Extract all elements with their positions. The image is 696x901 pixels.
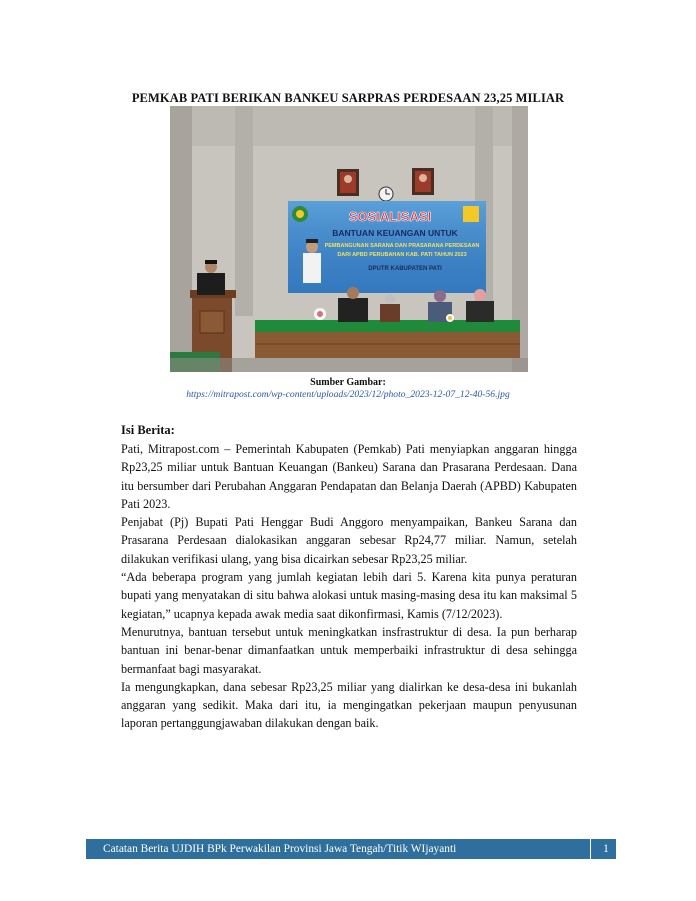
article-paragraph: Penjabat (Pj) Bupati Pati Henggar Budi Anggoro menyampaikan, Bankeu Sarana dan Prasarana Perdesaan dialokasikan anggaran sebesar Rp24,77 miliar. Namun, setelah dilakukan verifikasi ulang, yang bisa dicairkan sebesar Rp23,25 miliar. — [121, 515, 577, 566]
page-number: 1 — [603, 843, 609, 855]
article-paragraph: Ia mengungkapkan, dana sebesar Rp23,25 miliar yang dialirkan ke desa-desa ini bukanlah anggaran yang sedikit. Maka dari itu, ia mengingatkan pekerjaan maupun penyusunan laporan pertanggungjawaban dilakukan dengan baik. — [121, 679, 577, 731]
article-body — [121, 440, 577, 733]
document-title: PEMKAB PATI BERIKAN BANKEU SARPRAS PERDESAAN 23,25 MILIAR — [131, 91, 565, 105]
article-paragraph: Pati, Mitrapost.com – Pemerintah Kabupaten (Pemkab) Pati menyiapkan anggaran hingga Rp23,25 miliar untuk Bantuan Keuangan (Bankeu) Sarana dan Prasarana Perdesaan. Dana itu bersumber dari Perubahan Anggaran Pendapatan dan Belanja Daerah (APBD) Kabupaten Pati 2023. — [121, 442, 577, 511]
page-footer — [86, 839, 616, 859]
svg-text:SOSIALISASI: SOSIALISASI — [348, 209, 432, 224]
news-photo — [170, 106, 528, 372]
section-heading: Isi Berita: — [121, 423, 175, 437]
image-source-label: Sumber Gambar: — [310, 377, 386, 388]
svg-text:DPUTR KABUPATEN PATI: DPUTR KABUPATEN PATI — [368, 266, 442, 272]
article-paragraph: Menurutnya, bantuan tersebut untuk meningkatkan insfrastruktur di desa. Ia pun berharap bantuan ini benar-benar dimanfaatkan untuk memperbaiki infrastruktur di desa sehingga bermanfaat bagi masyarakat. — [121, 624, 577, 676]
footer-text: Catatan Berita UJDIH BPk Perwakilan Provinsi Jawa Tengah/Titik WIjayanti — [103, 843, 457, 855]
svg-text:DARI APBD PERUBAHAN KAB. PATI: DARI APBD PERUBAHAN KAB. PATI TAHUN 2023 — [337, 252, 467, 258]
svg-text:BANTUAN KEUANGAN UNTUK: BANTUAN KEUANGAN UNTUK — [332, 228, 458, 238]
svg-text:PEMBANGUNAN SARANA DAN PRASARA: PEMBANGUNAN SARANA DAN PRASARANA PERDESAAN — [324, 243, 480, 249]
photo-illustration — [170, 106, 528, 372]
image-source-link[interactable]: https://mitrapost.com/wp-content/uploads/2023/12/photo_2023-12-07_12-40-56.jpg — [186, 389, 510, 400]
article-paragraph: “Ada beberapa program yang jumlah kegiatan lebih dari 5. Karena kita punya peraturan bupati yang menyatakan di situ bahwa alokasi untuk masing-masing desa itu kan maksimal 5 kegiatan,” ucapnya kepada awak media saat dikonfirmasi, Kamis (7/12/2023). — [121, 570, 577, 621]
footer-divider — [590, 839, 591, 859]
